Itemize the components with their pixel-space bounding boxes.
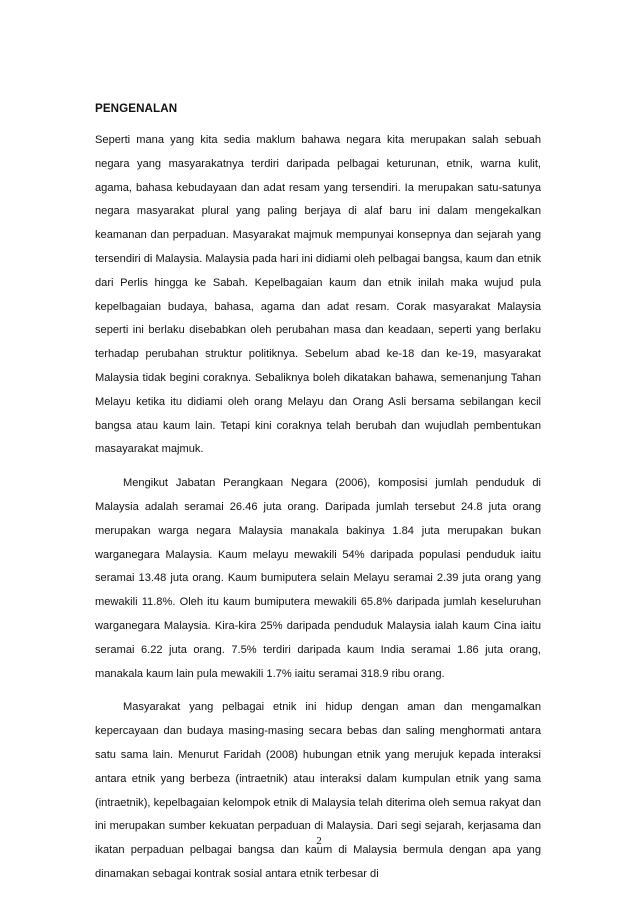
paragraph-population: Mengikut Jabatan Perangkaan Negara (2006), komposisi jumlah penduduk di Malaysia adalah seramai 26.46 juta orang. Daripada jumlah tersebut 24.8 juta orang merupakan warga negara Malaysia manakala bakinya 1.84 juta merupakan bukan warganegara Malaysia. Kaum melayu mewakili 54% daripada populasi penduduk iaitu seramai 13.48 juta orang. Kaum bumiputera selain Melayu seramai 2.39 juta orang yang mewakili 11.8%. Oleh itu kaum bumiputera mewakili 65.8% daripada jumlah keseluruhan warganegara Malaysia. Kira-kira 25% daripada penduduk Malaysia ialah kaum Cina iaitu seramai 6.22 juta orang. 7.5% terdiri daripada kaum India seramai 1.86 juta orang, manakala kaum lain pula mewakili 1.7% iaitu seramai 318.9 ribu orang. xyxy=(95,477,541,680)
section-heading: PENGENALAN xyxy=(95,102,178,115)
paragraph-ethnic-relations: Masyarakat yang pelbagai etnik ini hidup dengan aman dan mengamalkan kepercayaan dan budaya masing-masing secara bebas dan saling menghormati antara satu sama lain. Menurut Faridah (2008) hubungan etnik yang merujuk kepada interaksi antara etnik yang berbeza (intraetnik) atau interaksi dalam kumpulan etnik yang sama (intraetnik), kepelbagaian kelompok etnik di Malaysia telah diterima oleh semua rakyat dan ini merupakan sumber kekuatan perpaduan di Malaysia. Dari segi sejarah, kerjasama dan ikatan perpaduan pelbagai bangsa dan kaum di Malaysia bermula dengan apa yang dinamakan sebagai kontrak sosial antara etnik terbesar di xyxy=(95,701,541,880)
paragraph-introduction: Seperti mana yang kita sedia maklum bahawa negara kita merupakan salah sebuah negara yang masyarakatnya terdiri daripada pelbagai keturunan, etnik, warna kulit, agama, bahasa kebudayaan dan adat resam yang tersendiri. Ia merupakan satu-satunya negara masyarakat plural yang paling berjaya di alaf baru ini dalam mengekalkan keamanan dan perpaduan. Masyarakat majmuk mempunyai konsepnya dan sejarah yang tersendiri di Malaysia. Malaysia pada hari ini didiami oleh pelbagai bangsa, kaum dan etnik dari Perlis hingga ke Sabah. Kepelbagaian kaum dan etnik inilah maka wujud pula kepelbagaian budaya, bahasa, agama dan adat resam. Corak masyarakat Malaysia seperti ini berlaku disebabkan oleh perubahan masa dan keadaan, seperti yang berlaku terhadap perubahan struktur politiknya. Sebelum abad ke-18 dan ke-19, masyarakat Malaysia tidak begini coraknya. Sebaliknya boleh dikatakan bahawa, semenanjung Tahan Melayu ketika itu didiami oleh orang Melayu dan Orang Asli bersama sebilangan kecil bangsa atau kaum lain. Tetapi kini coraknya telah berubah dan wujudlah pembentukan masayarakat majmuk. xyxy=(95,134,541,456)
document-body xyxy=(95,102,541,897)
page-number: 2 xyxy=(316,835,322,847)
